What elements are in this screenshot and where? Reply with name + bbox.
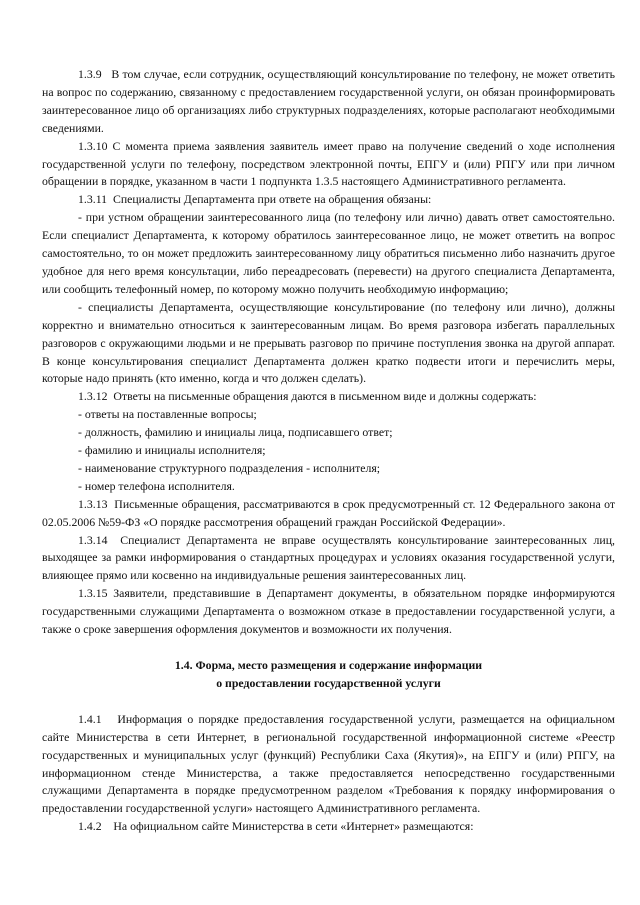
list-item: - наименование структурного подразделения - исполнителя;: [78, 460, 381, 475]
section-heading-line-1: 1.4. Форма, место размещения и содержание информации: [174, 658, 483, 672]
spacer: [42, 693, 615, 711]
section-heading-line-2: о предоставлении государственной услуги: [216, 675, 441, 690]
list-item: - должность, фамилию и инициалы лица, подписавшего ответ;: [78, 425, 393, 440]
list-item: - номер телефона исполнителя.: [78, 478, 235, 493]
paragraph-1-3-10: 1.3.10 С момента приема заявления заявитель имеет право на получение сведений о ходе исполнения государственной услуги по телефону, посредством электронной почты, ЕПГУ и (или) РПГУ или при личном обращении в порядке, указанном в части 1 подпункта 1.3.5 настоящего Административного регламента.: [42, 138, 615, 189]
list-item: - фамилию и инициалы исполнителя;: [78, 443, 266, 458]
paragraph-oral-requests: - при устном обращении заинтересованного лица (по телефону или лично) давать ответ самостоятельно. Если специалист Департамента, к которому обратилось заинтересованное лицо, не может ответить на вопрос самостоятельно, то он может предложить заинтересованному лицу обратиться письменно либо назначить другое удобное для него время консультации, либо переадресовать (перевести) на другого специалиста Департамента, или сообщить телефонный номер, по которому можно получить необходимую информацию;: [42, 210, 615, 296]
paragraph-1-3-12: 1.3.12 Ответы на письменные обращения даются в письменном виде и должны содержать:: [78, 389, 537, 404]
paragraph-1-3-13: 1.3.13 Письменные обращения, рассматриваются в срок предусмотренный ст. 12 Федерального закона от 02.05.2006 №59-ФЗ «О порядке рассмотрения обращений граждан Российской Федерации».: [42, 496, 615, 529]
paragraph-1-3-15: 1.3.15 Заявители, представившие в Департамент документы, в обязательном порядке информируются государственными служащими Департамента о возможном отказе в предоставлении государственной услуги, а также о сроке завершения оформления документов и возможности их получения.: [42, 586, 615, 637]
paragraph-consulting-specialists: - специалисты Департамента, осуществляющие консультирование (по телефону или лично), должны корректно и внимательно относиться к заинтересованным лицам. Во время разговора избегать параллельных разговоров с окружающими людьми и не прерывать разговор по причине поступления звонка на другой аппарат. В конце консультирования специалист Департамента должен кратко подвести итоги и перечислить меры, которые надо принять (кто именно, когда и что должен сделать).: [42, 299, 615, 386]
paragraph-1-3-9: 1.3.9 В том случае, если сотрудник, осуществляющий консультирование по телефону, не может ответить на вопрос по содержанию, связанному с предоставлением государственной услуги, он обязан проинформировать заинтересованное лицо об организациях либо структурных подразделениях, которые располагают необходимыми сведениями.: [42, 67, 615, 135]
list-item: - ответы на поставленные вопросы;: [78, 407, 257, 422]
paragraph-1-4-2: 1.4.2 На официальном сайте Министерства в сети «Интернет» размещаются:: [78, 819, 474, 834]
paragraph-1-4-1: 1.4.1 Информация о порядке предоставления государственной услуги, размещается на официальном сайте Министерства в сети Интернет, в региональной государственной информационной системе «Реестр государственных и муниципальных услуг (функций) Республики Саха (Якутия)», на ЕПГУ и (или) РПГУ, на информационном стенде Министерства, а также предоставляется непосредственно государственными служащими Департамента в порядке предусмотренном разделом «Требования к порядку информирования о предоставлении государственной услуги» настоящего Административного регламента.: [42, 711, 615, 816]
document-page: [42, 66, 615, 836]
paragraph-1-3-11: 1.3.11 Специалисты Департамента при ответе на обращения обязаны:: [78, 192, 432, 207]
spacer: [42, 639, 615, 657]
paragraph-1-3-14: 1.3.14 Специалист Департамента не вправе осуществлять консультирование заинтересованных лиц, выходящее за рамки информирования о стандартных процедурах и условиях оказания государственной услуги, влияющее прямо или косвенно на индивидуальные решения заинтересованных лиц.: [42, 532, 615, 583]
